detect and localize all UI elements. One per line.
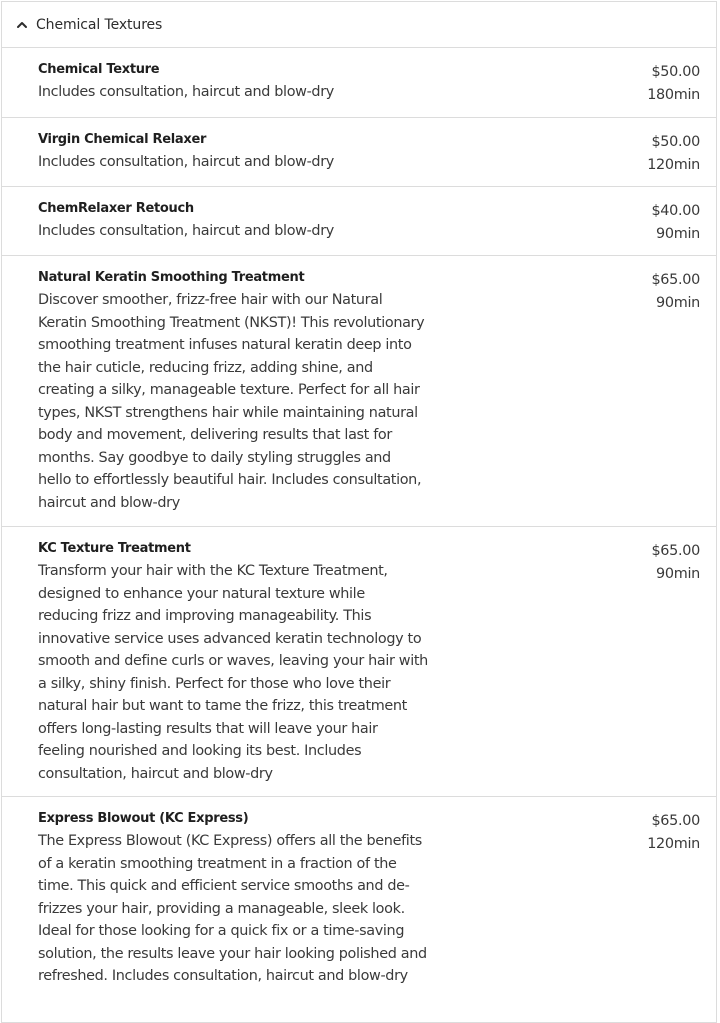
service-duration: 120min bbox=[647, 835, 700, 852]
service-duration: 180min bbox=[647, 86, 700, 103]
service-price: $50.00 bbox=[651, 134, 700, 150]
service-description: Discover smoother, frizz-free hair with our Natural Keratin Smoothing Treatment (NKST)! This revolutionary smoothing treatment infuses natural keratin deep into the hair cuticle, reducing frizz, adding shine, and creating a silky, manageable texture. Perfect for all hair types, NKST strengthens hair while maintaining natural body and movement, delivering results that last for months. Say goodbye to daily styling struggles and hello to effortlessly beautiful hair. Includes consultation, haircut and blow-dry bbox=[38, 292, 425, 511]
category-title: Chemical Textures bbox=[36, 16, 163, 33]
service-price: $65.00 bbox=[651, 813, 700, 829]
service-duration: 90min bbox=[656, 565, 700, 582]
service-description: Includes consultation, haircut and blow-dry bbox=[38, 84, 334, 100]
category-header-toggle[interactable] bbox=[2, 2, 716, 48]
service-meta bbox=[651, 540, 700, 585]
service-name: ChemRelaxer Retouch bbox=[38, 201, 194, 216]
service-duration: 120min bbox=[647, 156, 700, 173]
service-item[interactable] bbox=[2, 118, 716, 187]
service-description: Transform your hair with the KC Texture Treatment, designed to enhance your natural texture while reducing frizz and improving manageability. This innovative service uses advanced keratin technology to smooth and define curls or waves, leaving your hair with a silky, shiny finish. Perfect for those who love their natural hair but want to tame the frizz, this treatment offers long-lasting results that will leave your hair feeling nourished and looking its best. Includes consultation, haircut and blow-dry bbox=[38, 563, 428, 782]
service-name: Express Blowout (KC Express) bbox=[38, 811, 249, 826]
service-name: Virgin Chemical Relaxer bbox=[38, 132, 207, 147]
service-name: KC Texture Treatment bbox=[38, 541, 191, 556]
service-meta bbox=[651, 269, 700, 314]
chevron-up-icon bbox=[16, 19, 28, 31]
service-category-panel bbox=[1, 1, 717, 1023]
service-description: Includes consultation, haircut and blow-dry bbox=[38, 154, 334, 170]
service-meta bbox=[647, 810, 700, 855]
service-duration: 90min bbox=[656, 294, 700, 311]
service-duration: 90min bbox=[656, 225, 700, 242]
service-item[interactable] bbox=[2, 256, 716, 527]
service-description: The Express Blowout (KC Express) offers all the benefits of a keratin smoothing treatment in a fraction of the time. This quick and efficient service smooths and de-frizzes your hair, providing a manageable, sleek look. Ideal for those looking for a quick fix or a time-saving solution, the results leave your hair looking polished and refreshed. Includes consultation, haircut and blow-dry bbox=[38, 833, 427, 984]
service-price: $65.00 bbox=[651, 272, 700, 288]
service-meta bbox=[647, 61, 700, 106]
service-price: $65.00 bbox=[651, 543, 700, 559]
service-name: Natural Keratin Smoothing Treatment bbox=[38, 270, 305, 285]
service-item[interactable] bbox=[2, 527, 716, 797]
service-item[interactable] bbox=[2, 187, 716, 256]
service-meta bbox=[651, 200, 700, 245]
service-meta bbox=[647, 131, 700, 176]
service-price: $50.00 bbox=[651, 64, 700, 80]
service-price: $40.00 bbox=[651, 203, 700, 219]
service-description: Includes consultation, haircut and blow-dry bbox=[38, 223, 334, 239]
service-item[interactable] bbox=[2, 48, 716, 118]
service-item[interactable] bbox=[2, 797, 716, 1023]
service-name: Chemical Texture bbox=[38, 62, 160, 77]
